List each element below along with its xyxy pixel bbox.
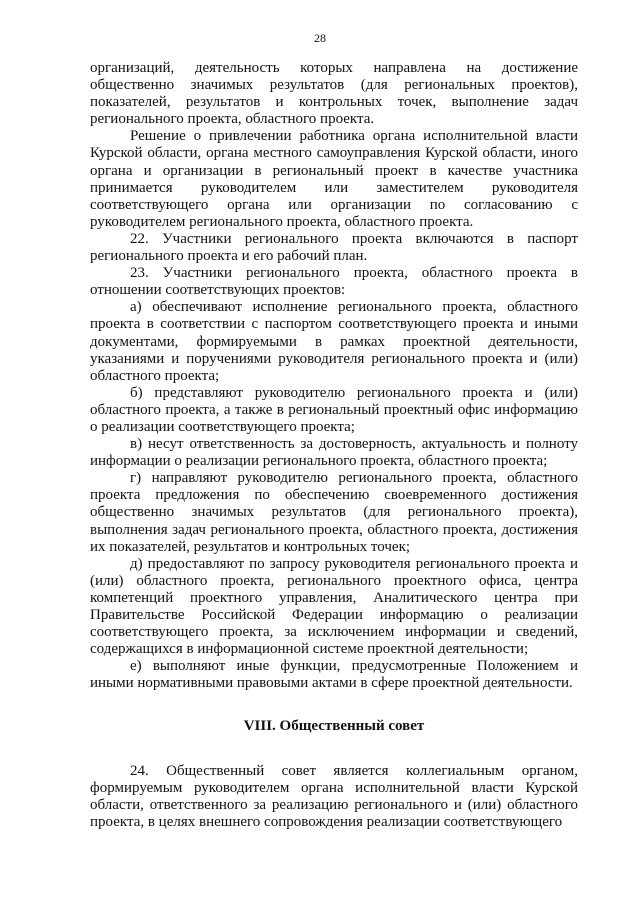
page-number: 28 xyxy=(314,31,326,45)
list-item: е) выполняют иные функции, предусмотренные Положением и иными нормативными правовыми актами в сфере проектной деятельности. xyxy=(90,658,578,692)
list-item: г) направляют руководителю регионального проекта, областного проекта предложения по обеспечению своевременного достижения общественно значимых результатов (для регионального проекта), выполнения задач регионального проекта, областного проекта, достижения их показателей, результатов и контрольных точек; xyxy=(90,470,578,555)
paragraph: 22. Участники регионального проекта включаются в паспорт регионального проекта и его рабочий план. xyxy=(90,230,578,265)
list-item: д) предоставляют по запросу руководителя регионального проекта и (или) областного проекта, регионального проектного офиса, центра компетенций проектного управления, Аналитического центра при Правительстве Российской Федерации информацию о реализации соответствующего проекта, за исключением информации и сведений, содержащихся в информационной системе проектной деятельности; xyxy=(90,555,578,658)
list-item: в) несут ответственность за достоверность, актуальность и полноту информации о реализации регионального проекта, областного проекта; xyxy=(90,436,578,470)
document-body xyxy=(90,60,578,831)
paragraph: 24. Общественный совет является коллегиальным органом, формируемым руководителем органа исполнительной власти Курской области, ответственного за реализацию регионального и (или) областного проекта, в целях внешнего сопровождения реализации соответствующего xyxy=(90,762,578,830)
paragraph: 23. Участники регионального проекта, областного проекта в отношении соответствующих проектов: xyxy=(90,265,578,299)
paragraph: организаций, деятельность которых направлена на достижение общественно значимых результатов (для региональных проектов), показателей, результатов и контрольных точек, выполнение задач регионального проекта, областного проекта. xyxy=(90,60,578,128)
paragraph: Решение о привлечении работника органа исполнительной власти Курской области, органа местного самоуправления Курской области, иного органа и организации в региональный проект в качестве участника принимается руководителем или заместителем руководителя соответствующего органа или организации по согласованию с руководителем регионального проекта, областного проекта. xyxy=(90,128,578,230)
section-heading: VIII. Общественный совет xyxy=(243,718,425,735)
list-item: а) обеспечивают исполнение регионального проекта, областного проекта в соответствии с паспортом соответствующего проекта и иными документами, формируемыми в рамках проектной деятельности, указаниями и поручениями руководителя регионального проекта и (или) областного проекта; xyxy=(90,299,578,384)
list-item: б) представляют руководителю регионального проекта и (или) областного проекта, а также в региональный проектный офис информацию о реализации соответствующего проекта; xyxy=(90,384,578,435)
